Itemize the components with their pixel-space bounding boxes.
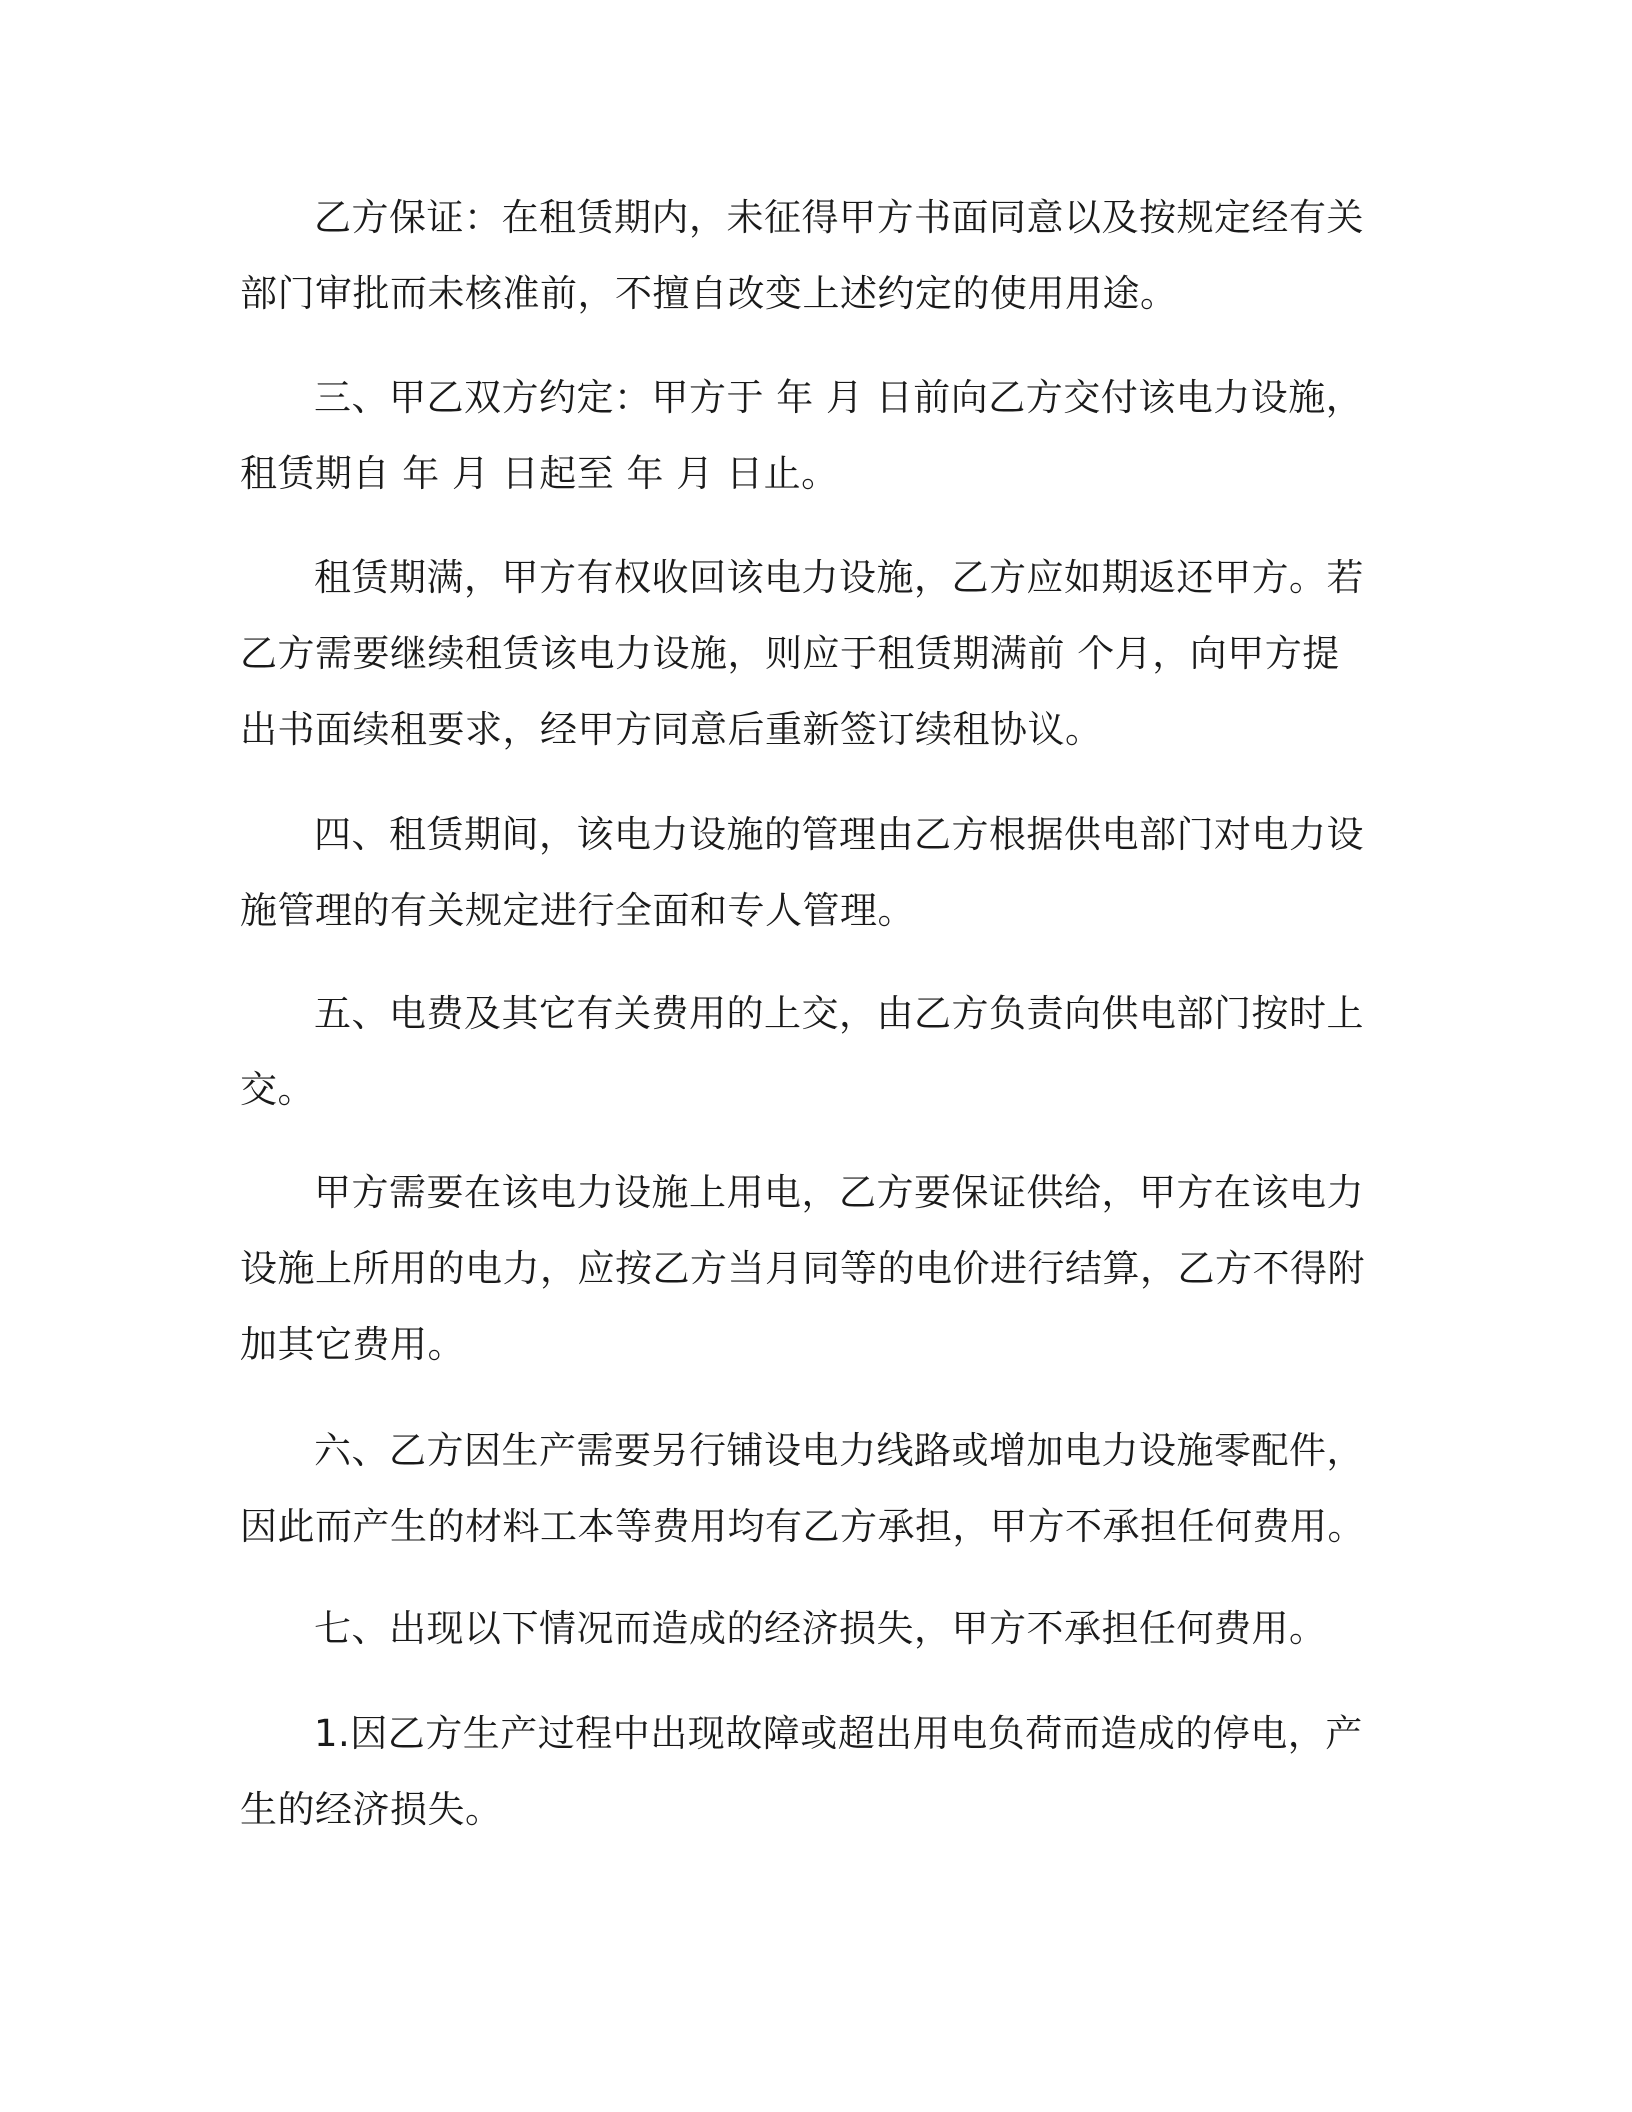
paragraph-lessee-guarantee: 乙方保证：在租赁期内，未征得甲方书面同意以及按规定经有关部门审批而未核准前，不擅自改变上述约定的使用用途。 bbox=[240, 196, 1364, 315]
paragraph-clause-3: 三、甲乙双方约定：甲方于 年 月 日前向乙方交付该电力设施，租赁期自 年 月 日起至 年 月 日止。 bbox=[240, 376, 1364, 495]
paragraph-clause-6: 六、乙方因生产需要另行铺设电力线路或增加电力设施零配件，因此而产生的材料工本等费用均有乙方承担，甲方不承担任何费用。 bbox=[240, 1429, 1365, 1548]
paragraph-item-1: 1.因乙方生产过程中出现故障或超出用电负荷而造成的停电，产生的经济损失。 bbox=[240, 1712, 1363, 1831]
paragraph-clause-4: 四、租赁期间，该电力设施的管理由乙方根据供电部门对电力设施管理的有关规定进行全面和专人管理。 bbox=[240, 813, 1364, 932]
paragraph-clause-5: 五、电费及其它有关费用的上交，由乙方负责向供电部门按时上交。 bbox=[240, 992, 1364, 1111]
paragraph-clause-7: 七、出现以下情况而造成的经济损失，甲方不承担任何费用。 bbox=[314, 1607, 1327, 1650]
paragraph-lease-expiry: 租赁期满，甲方有权收回该电力设施，乙方应如期返还甲方。若乙方需要继续租赁该电力设施，则应于租赁期满前 个月，向甲方提出书面续租要求，经甲方同意后重新签订续租协议。 bbox=[240, 556, 1364, 751]
paragraph-lessor-power-use: 甲方需要在该电力设施上用电，乙方要保证供给，甲方在该电力设施上所用的电力，应按乙方当月同等的电价进行结算，乙方不得附加其它费用。 bbox=[240, 1171, 1365, 1366]
